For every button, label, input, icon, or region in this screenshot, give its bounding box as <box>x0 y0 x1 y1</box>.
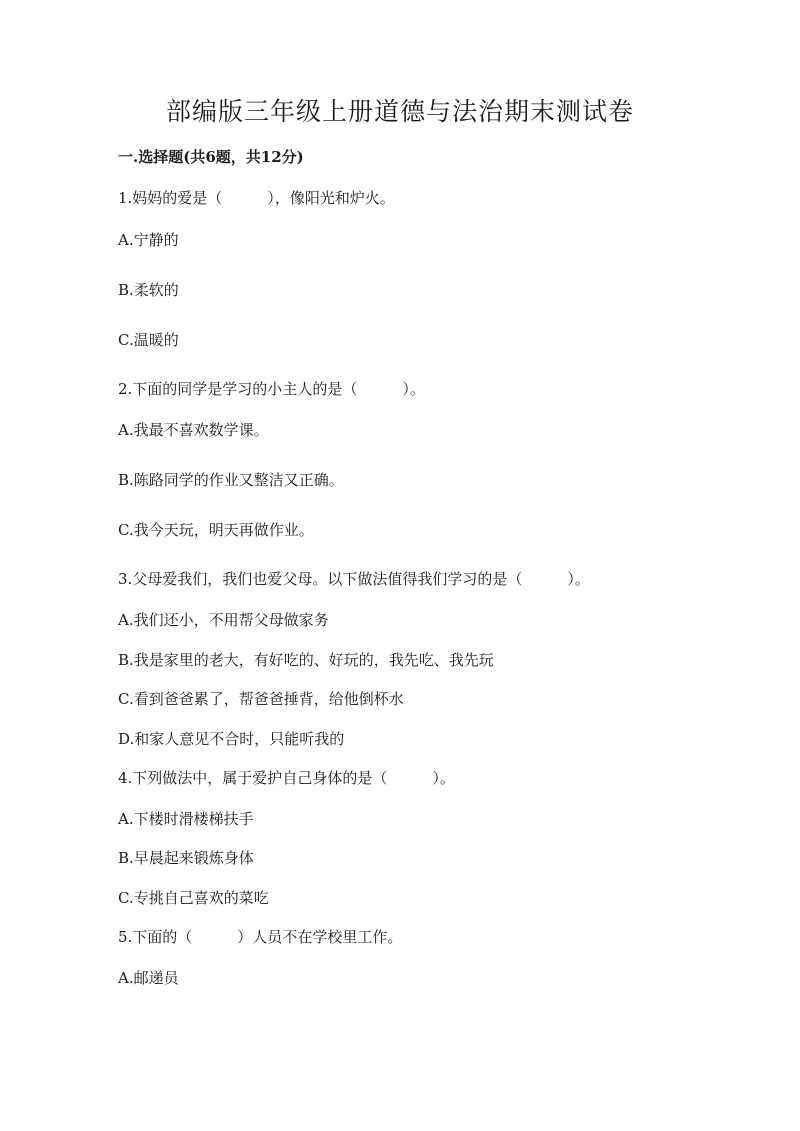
question-1-option-a: A.宁静的 <box>118 231 179 249</box>
page-title: 部编版三年级上册道德与法治期末测试卷 <box>165 97 634 126</box>
question-2-option-a: A.我最不喜欢数学课。 <box>118 421 269 439</box>
section-heading: 一.选择题(共6题，共12分) <box>118 148 304 166</box>
question-1-option-b: B.柔软的 <box>118 281 179 299</box>
question-3-stem: 3.父母爱我们，我们也爱父母。以下做法值得我们学习的是（ ）。 <box>118 570 590 588</box>
question-4-option-a: A.下楼时滑楼梯扶手 <box>118 810 254 828</box>
question-5-option-a: A.邮递员 <box>118 969 179 987</box>
question-2-stem: 2.下面的同学是学习的小主人的是（ ）。 <box>118 380 425 398</box>
question-2-option-b: B.陈路同学的作业又整洁又正确。 <box>118 471 344 489</box>
question-2-option-c: C.我今天玩，明天再做作业。 <box>118 521 314 539</box>
question-4-option-b: B.早晨起来锻炼身体 <box>118 849 254 867</box>
question-3-option-d: D.和家人意见不合时，只能听我的 <box>118 730 345 748</box>
question-4-stem: 4.下列做法中，属于爱护自己身体的是（ ）。 <box>118 769 455 787</box>
question-1-option-c: C.温暖的 <box>118 331 179 349</box>
question-3-option-c: C.看到爸爸累了，帮爸爸捶背，给他倒杯水 <box>118 690 404 708</box>
question-4-option-c: C.专挑自己喜欢的菜吃 <box>118 889 269 907</box>
question-3-option-a: A.我们还小，不用帮父母做家务 <box>118 611 329 629</box>
question-5-stem: 5.下面的（ ）人员不在学校里工作。 <box>118 928 403 946</box>
question-1-stem: 1.妈妈的爱是（ ），像阳光和炉火。 <box>118 189 395 207</box>
question-3-option-b: B.我是家里的老大，有好吃的、好玩的，我先吃、我先玩 <box>118 651 494 669</box>
